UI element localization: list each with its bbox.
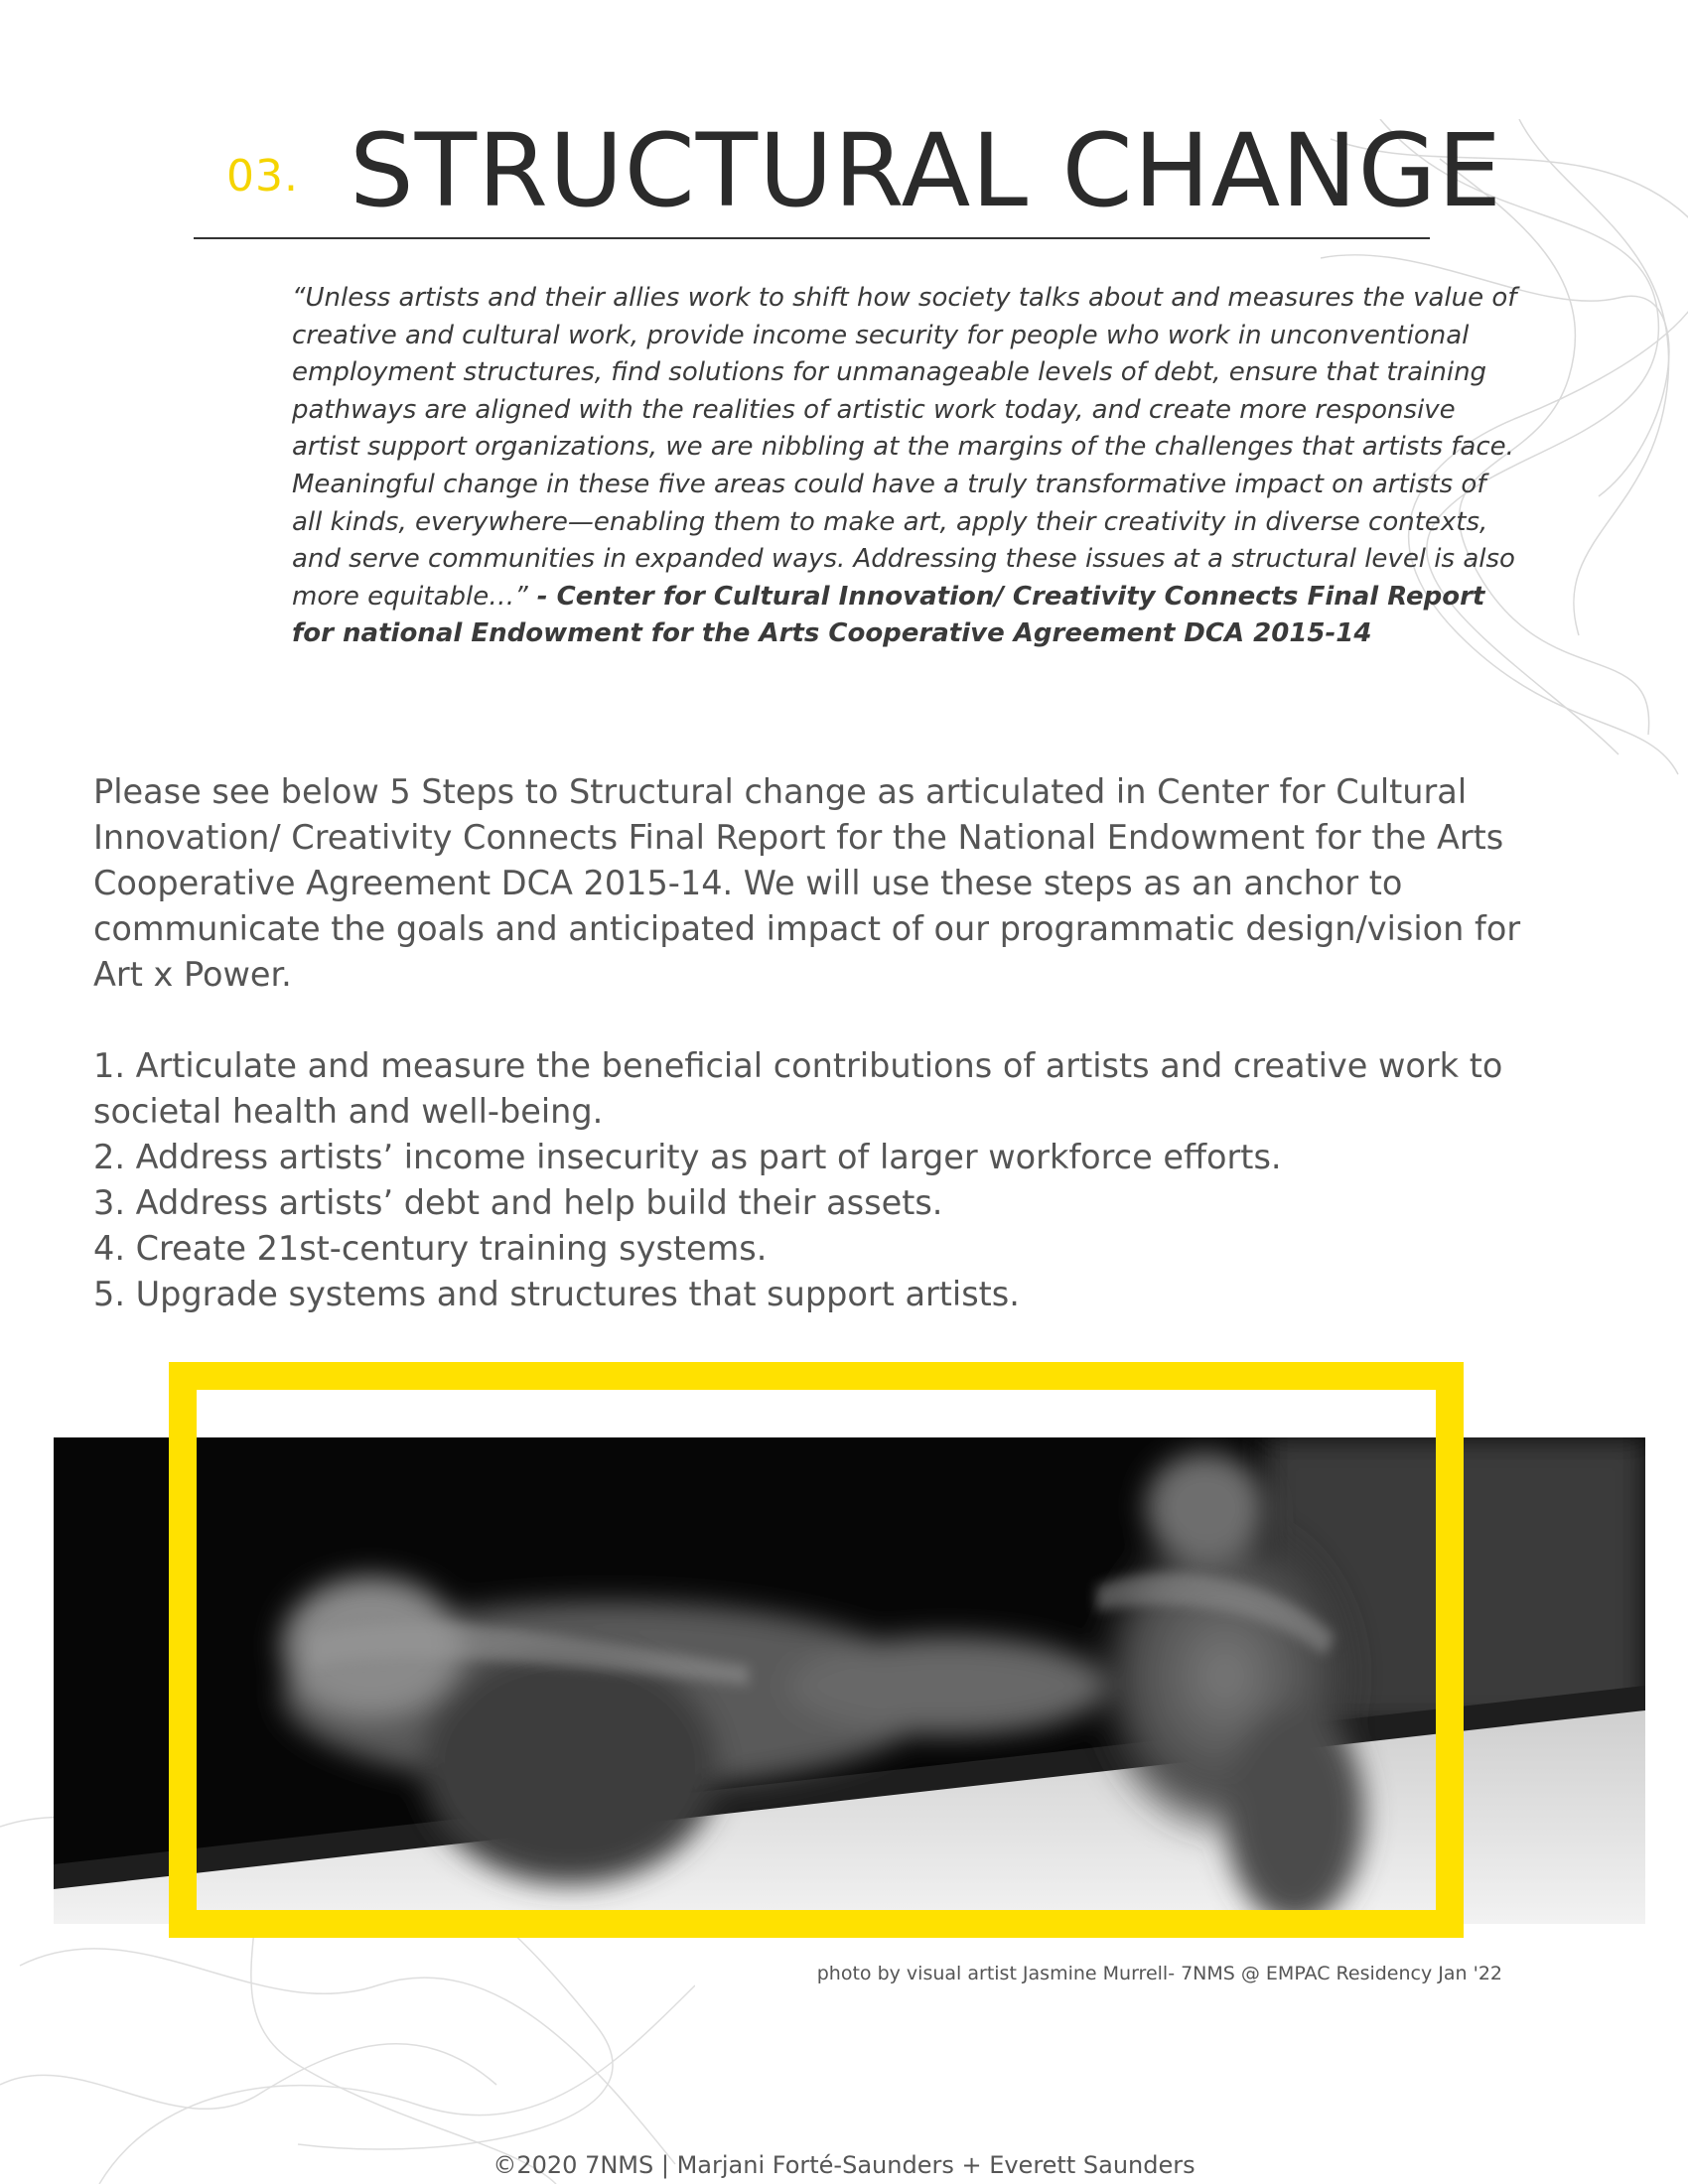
- pull-quote: [292, 280, 1523, 653]
- quote-text: “Unless artists and their allies work to shift how society talks about and measures the value of creative and cultural work, provide income security for people who work in unconventional employment structures, find solutions for unmanageable levels of debt, ensure that training pathways are aligned with the realities of artistic work today, and create more responsive artist support organizations, we are nibbling at the margins of the challenges that artists face. Meaningful change in these five areas could have a truly transformative impact on artists of all kinds, everywhere—enabling them to make art, apply their creativity in diverse contexts, and serve communities in expanded ways. Addressing these issues at a structural level is also more equitable…”: [292, 283, 1517, 612]
- page-footer: ©2020 7NMS | Marjani Forté-Saunders + Everett Saunders: [492, 2151, 1196, 2179]
- section-number: 03.: [226, 151, 299, 202]
- yellow-accent-frame: [169, 1362, 1464, 1938]
- steps-list: [93, 1043, 1563, 1317]
- list-item: 3. Address artists’ debt and help build their assets.: [93, 1183, 943, 1222]
- list-item: 4. Create 21st-century training systems.: [93, 1229, 768, 1268]
- photo-credit: photo by visual artist Jasmine Murrell- 7NMS @ EMPAC Residency Jan '22: [816, 1963, 1502, 1984]
- intro-paragraph: Please see below 5 Steps to Structural change as articulated in Center for Cultural Innovation/ Creativity Connects Final Report for the National Endowment for the Arts Cooperative Agreement DCA 2015-14. We will use these steps as an anchor to communicate the goals and anticipated impact of our programmatic design/vision for Art x Power.: [93, 772, 1521, 994]
- title-divider: [194, 237, 1430, 239]
- list-item: 2. Address artists’ income insecurity as part of larger workforce efforts.: [93, 1138, 1282, 1176]
- page-title: STRUCTURAL CHANGE: [350, 112, 1503, 230]
- list-item: 5. Upgrade systems and structures that support artists.: [93, 1275, 1020, 1313]
- quote-citation: - Center for Cultural Innovation/ Creativity Connects Final Report for national Endowment for the Arts Cooperative Agreement DCA 2015-14: [292, 581, 1485, 649]
- list-item: 1. Articulate and measure the beneficial contributions of artists and creative work to societal health and well-being.: [93, 1046, 1503, 1131]
